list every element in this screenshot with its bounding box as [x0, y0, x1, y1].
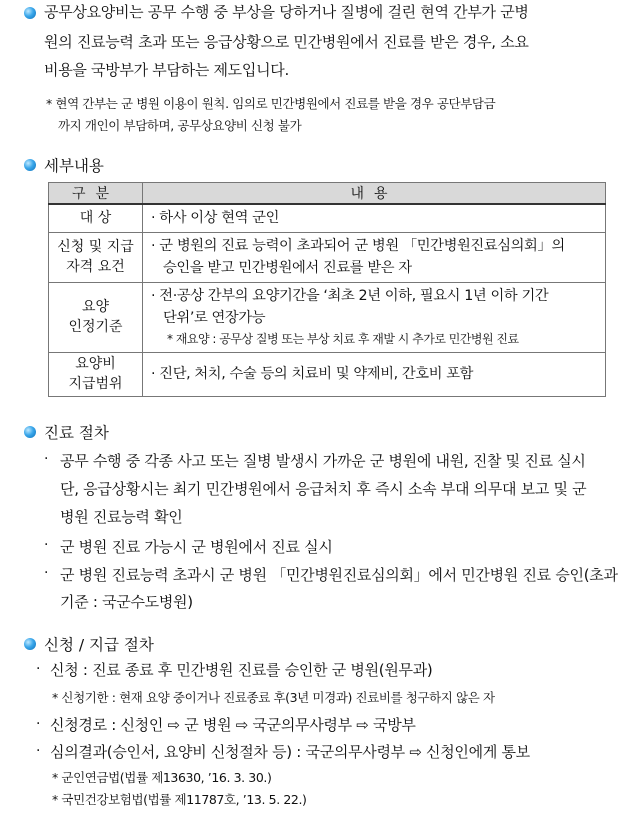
table-header-content: 내용 — [143, 183, 606, 205]
procedure-item-3-line-2: 기준 : 국군수도병원) — [60, 593, 193, 611]
application-item-3: 심의결과(승인서, 요양비 신청절차 등) : 국군의무사령부 ⇨ 신청인에게 통보 — [50, 743, 530, 761]
intro-line-1: 공무상요양비는 공무 수행 중 부상을 당하거나 질병에 걸린 현역 간부가 군병 — [44, 3, 529, 21]
procedure-dot-1: · — [44, 451, 49, 467]
intro-note-line-1: * 현역 간부는 군 병원 이용이 원칙. 임의로 민간병원에서 진료를 받을 경우 공단부담금 — [46, 96, 496, 111]
procedure-item-1-line-2: 단, 응급상황시는 최기 민간병원에서 응급처치 후 즉시 소속 부대 의무대 보고 및 군 — [60, 480, 587, 498]
row-content: · 군 병원의 진료 능력이 초과되어 군 병원 「민간병원진료심의회」의 승인을 받고 민간병원에서 진료를 받은 자 — [143, 232, 606, 282]
procedure-item-1-line-1: 공무 수행 중 각종 사고 또는 질병 발생시 가까운 군 병원에 내원, 진찰 및 진료 실시 — [60, 452, 586, 470]
table-row — [49, 232, 606, 282]
table-header-category: 구분 — [49, 183, 143, 205]
application-dot-1: · — [36, 661, 41, 677]
row-subnote: * 재요양 : 공무상 질병 또는 부상 치료 후 재발 시 추가로 민간병원 진료 — [167, 332, 519, 346]
application-bullet-icon — [24, 638, 36, 650]
details-table — [48, 182, 606, 397]
table-row — [49, 282, 606, 352]
table-row — [49, 352, 606, 396]
procedure-dot-3: · — [44, 565, 49, 581]
application-item-2: 신청경로 : 신청인 ⇨ 군 병원 ⇨ 국군의무사령부 ⇨ 국방부 — [50, 716, 416, 734]
application-dot-2: · — [36, 716, 41, 732]
application-note-3: * 국민건강보험법(법률 제11787호, ’13. 5. 22.) — [52, 792, 307, 807]
intro-note-line-2: 까지 개인이 부담하며, 공무상요양비 신청 불가 — [58, 118, 302, 133]
row-label: 요양 인정기준 — [49, 282, 143, 352]
table-row — [49, 204, 606, 232]
table-header-row — [49, 183, 606, 205]
details-heading: 세부내용 — [44, 157, 104, 175]
application-heading: 신청 / 지급 절차 — [44, 636, 154, 654]
procedure-item-2-line-1: 군 병원 진료 가능시 군 병원에서 진료 실시 — [60, 538, 333, 556]
row-label: 대 상 — [49, 204, 143, 232]
application-dot-3: · — [36, 743, 41, 759]
procedure-item-3-line-1: 군 병원 진료능력 초과시 군 병원 「민간병원진료심의회」에서 민간병원 진료 승인(초과 — [60, 566, 618, 584]
procedure-dot-2: · — [44, 537, 49, 553]
procedure-item-1-line-3: 병원 진료능력 확인 — [60, 508, 183, 526]
procedure-heading: 진료 절차 — [44, 424, 109, 442]
intro-line-3: 비용을 국방부가 부담하는 제도입니다. — [44, 61, 289, 79]
intro-line-2: 원의 진료능력 초과 또는 응급상황으로 민간병원에서 진료를 받은 경우, 소요 — [44, 33, 529, 51]
row-label: 요양비 지급범위 — [49, 352, 143, 396]
row-content: · 전·공상 간부의 요양기간을 ‘최초 2년 이하, 필요시 1년 이하 기간 단위’로 연장가능 * 재요양 : 공무상 질병 또는 부상 치료 후 재발 시 추가로 민간병원 진료 — [143, 282, 606, 352]
row-label: 신청 및 지급 자격 요건 — [49, 232, 143, 282]
details-bullet-icon — [24, 159, 36, 171]
row-content: · 하사 이상 현역 군인 — [143, 204, 606, 232]
procedure-bullet-icon — [24, 426, 36, 438]
intro-bullet-icon — [24, 7, 36, 19]
row-content: · 진단, 처치, 수술 등의 치료비 및 약제비, 간호비 포함 — [143, 352, 606, 396]
application-note-2: * 군인연금법(법률 제13630, ’16. 3. 30.) — [52, 770, 272, 785]
application-item-1: 신청 : 진료 종료 후 민간병원 진료를 승인한 군 병원(원무과) — [50, 661, 433, 679]
application-note-1: * 신청기한 : 현재 요양 중이거나 진료종료 후(3년 미경과) 진료비를 청구하지 않은 자 — [52, 690, 495, 705]
